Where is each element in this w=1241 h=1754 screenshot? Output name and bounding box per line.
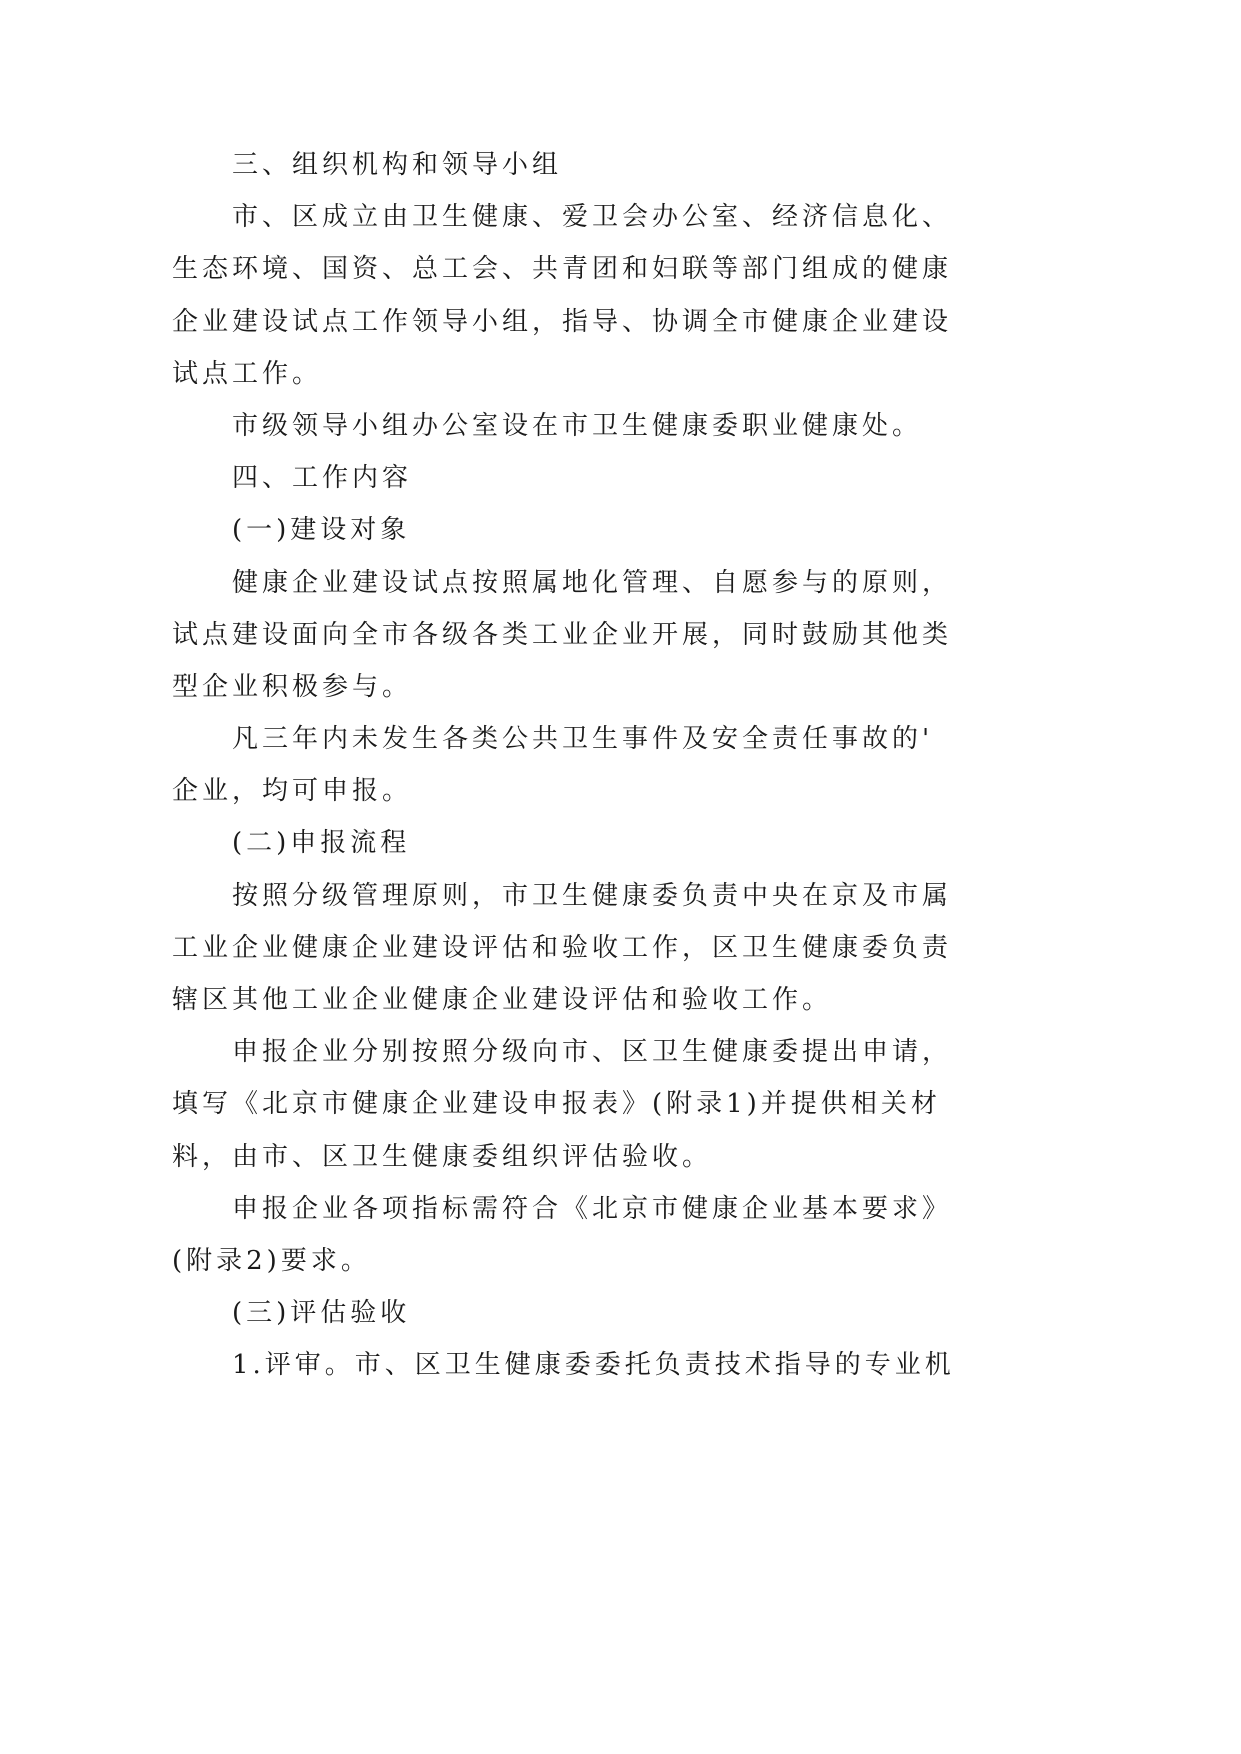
section-heading <box>172 139 1072 191</box>
text-line: 企业建设试点工作领导小组，指导、协调全市健康企业建设 <box>172 306 953 337</box>
section-heading <box>172 452 1072 504</box>
text-line: 申报企业各项指标需符合《北京市健康企业基本要求》 <box>232 1193 953 1224</box>
text-line: 辖区其他工业企业健康企业建设评估和验收工作。 <box>172 985 833 1015</box>
paragraph <box>172 400 1072 452</box>
text-line: 填写《北京市健康企业建设申报表》(附录1)并提供相关材 <box>172 1089 941 1120</box>
paragraph <box>172 713 1072 817</box>
text-line: 型企业积极参与。 <box>172 671 413 702</box>
document-body <box>172 139 1072 1392</box>
text-line: (三)评估验收 <box>232 1298 411 1329</box>
text-line: 试点建设面向全市各级各类工业企业开展，同时鼓励其他类 <box>172 619 953 650</box>
subsection-heading <box>172 1287 1072 1339</box>
text-line: 料，由市、区卫生健康委组织评估验收。 <box>172 1141 713 1172</box>
text-line: 按照分级管理原则，市卫生健康委负责中央在京及市属 <box>232 880 953 911</box>
text-line: 凡三年内未发生各类公共卫生事件及安全责任事故的' <box>232 724 934 755</box>
text-line: 企业，均可申报。 <box>172 776 413 807</box>
text-line: 市级领导小组办公室设在市卫生健康委职业健康处。 <box>232 410 923 441</box>
text-line: (一)建设对象 <box>232 515 411 546</box>
paragraph <box>172 1339 1072 1391</box>
paragraph <box>172 191 1072 400</box>
subsection-heading <box>172 817 1072 869</box>
text-line: 健康企业建设试点按照属地化管理、自愿参与的原则， <box>232 567 953 598</box>
text-line: 申报企业分别按照分级向市、区卫生健康委提出申请， <box>232 1037 953 1068</box>
paragraph <box>172 1026 1072 1183</box>
paragraph <box>172 870 1072 1027</box>
text-line: 1.评审。市、区卫生健康委委托负责技术指导的专业机 <box>232 1350 955 1381</box>
text-line: 三、组织机构和领导小组 <box>232 150 563 180</box>
text-line: 试点工作。 <box>172 358 323 389</box>
text-line: 四、工作内容 <box>232 463 413 494</box>
subsection-heading <box>172 504 1072 556</box>
paragraph <box>172 1183 1072 1287</box>
text-line: 生态环境、国资、总工会、共青团和妇联等部门组成的健康 <box>172 254 953 285</box>
text-line: 市、区成立由卫生健康、爱卫会办公室、经济信息化、 <box>232 202 953 233</box>
paragraph <box>172 557 1072 714</box>
text-line: 工业企业健康企业建设评估和验收工作，区卫生健康委负责 <box>172 932 953 963</box>
text-line: (二)申报流程 <box>232 828 411 859</box>
text-line: (附录2)要求。 <box>172 1245 371 1276</box>
